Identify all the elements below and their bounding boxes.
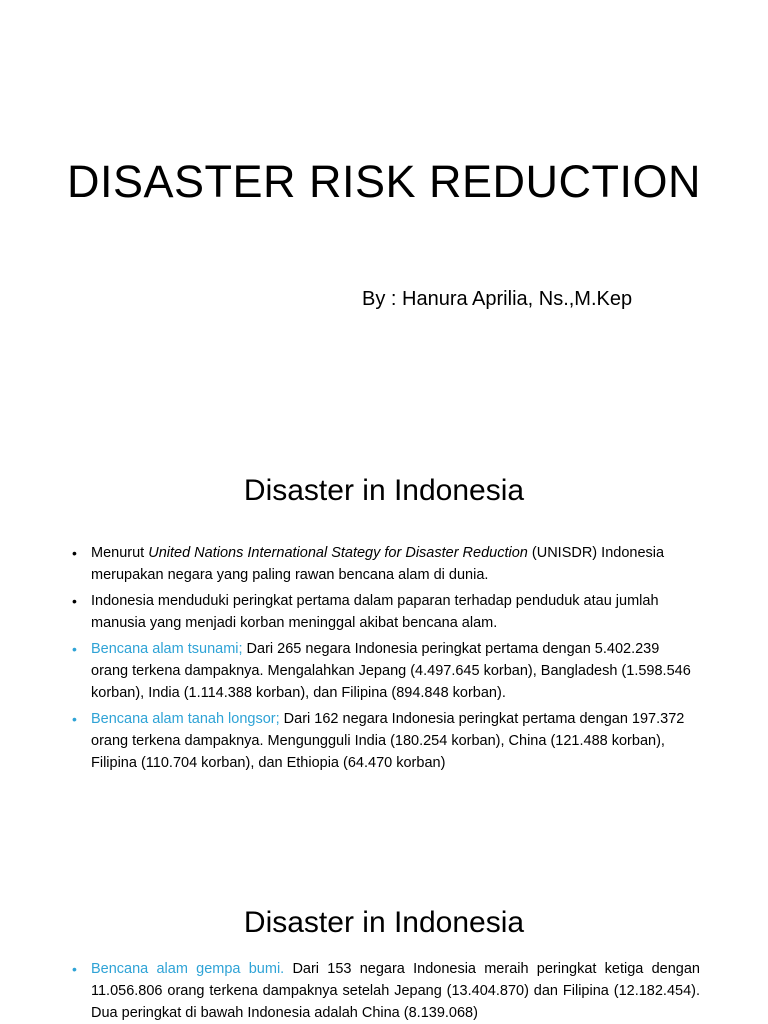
bullet-item-landslide [72, 708, 700, 774]
slide-heading: Disaster in Indonesia [243, 906, 525, 939]
bullet-list [72, 542, 700, 778]
bullet-icon: • [72, 711, 77, 727]
bullet-item-tsunami [72, 638, 700, 704]
bullet-icon: • [72, 593, 77, 609]
bullet-item-unisdr [72, 542, 700, 586]
bullet-text-post: (UNISDR) Indonesia merupakan negara yang paling rawan bencana alam di dunia. [91, 545, 665, 583]
slide-heading: Disaster in Indonesia [243, 474, 525, 507]
presentation-title: DISASTER RISK REDUCTION [66, 156, 702, 207]
bullet-text: Dari 162 negara Indonesia peringkat pertama dengan 197.372 orang terkena dampaknya. Mengungguli India (180.254 korban), China (121.488 korban), Filipina (110.704 korban), dan Ethiopia (64.470 korban) [91, 711, 685, 771]
bullet-text: Indonesia menduduki peringkat pertama dalam paparan terhadap penduduk atau jumlah manusia yang menjadi korban meninggal akibat bencana alam. [91, 593, 659, 631]
bullet-text-emphasis: United Nations International Stategy for Disaster Reduction [148, 545, 528, 561]
bullet-icon: • [72, 641, 77, 657]
bullet-lead: Bencana alam gempa bumi. [91, 961, 285, 977]
bullet-item-earthquake [72, 958, 700, 1024]
bullet-lead: Bencana alam tanah longsor; [91, 711, 280, 727]
bullet-text-pre: Menurut [91, 545, 149, 561]
bullet-icon: • [72, 545, 77, 561]
content-slide-2 [0, 864, 768, 1024]
bullet-lead: Bencana alam tsunami; [91, 641, 243, 657]
bullet-item-rank [72, 590, 700, 634]
author-subtitle: By : Hanura Aprilia, Ns.,M.Kep [362, 288, 633, 310]
bullet-icon: • [72, 961, 77, 977]
title-slide [0, 0, 768, 432]
content-slide-1 [0, 432, 768, 864]
bullet-list [72, 958, 700, 1024]
bullet-text: Dari 153 negara Indonesia meraih peringkat ketiga dengan 11.056.806 orang terkena dampaknya setelah Jepang (13.404.870) dan Filipina (12.182.454). Dua peringkat di bawah Indonesia adalah China (8.139.068) [91, 961, 700, 1021]
bullet-text: Dari 265 negara Indonesia peringkat pertama dengan 5.402.239 orang terkena dampaknya. Mengalahkan Jepang (4.497.645 korban), Bangladesh (1.598.546 korban), India (1.114.388 korban), dan Filipina (894.848 korban). [91, 641, 691, 701]
